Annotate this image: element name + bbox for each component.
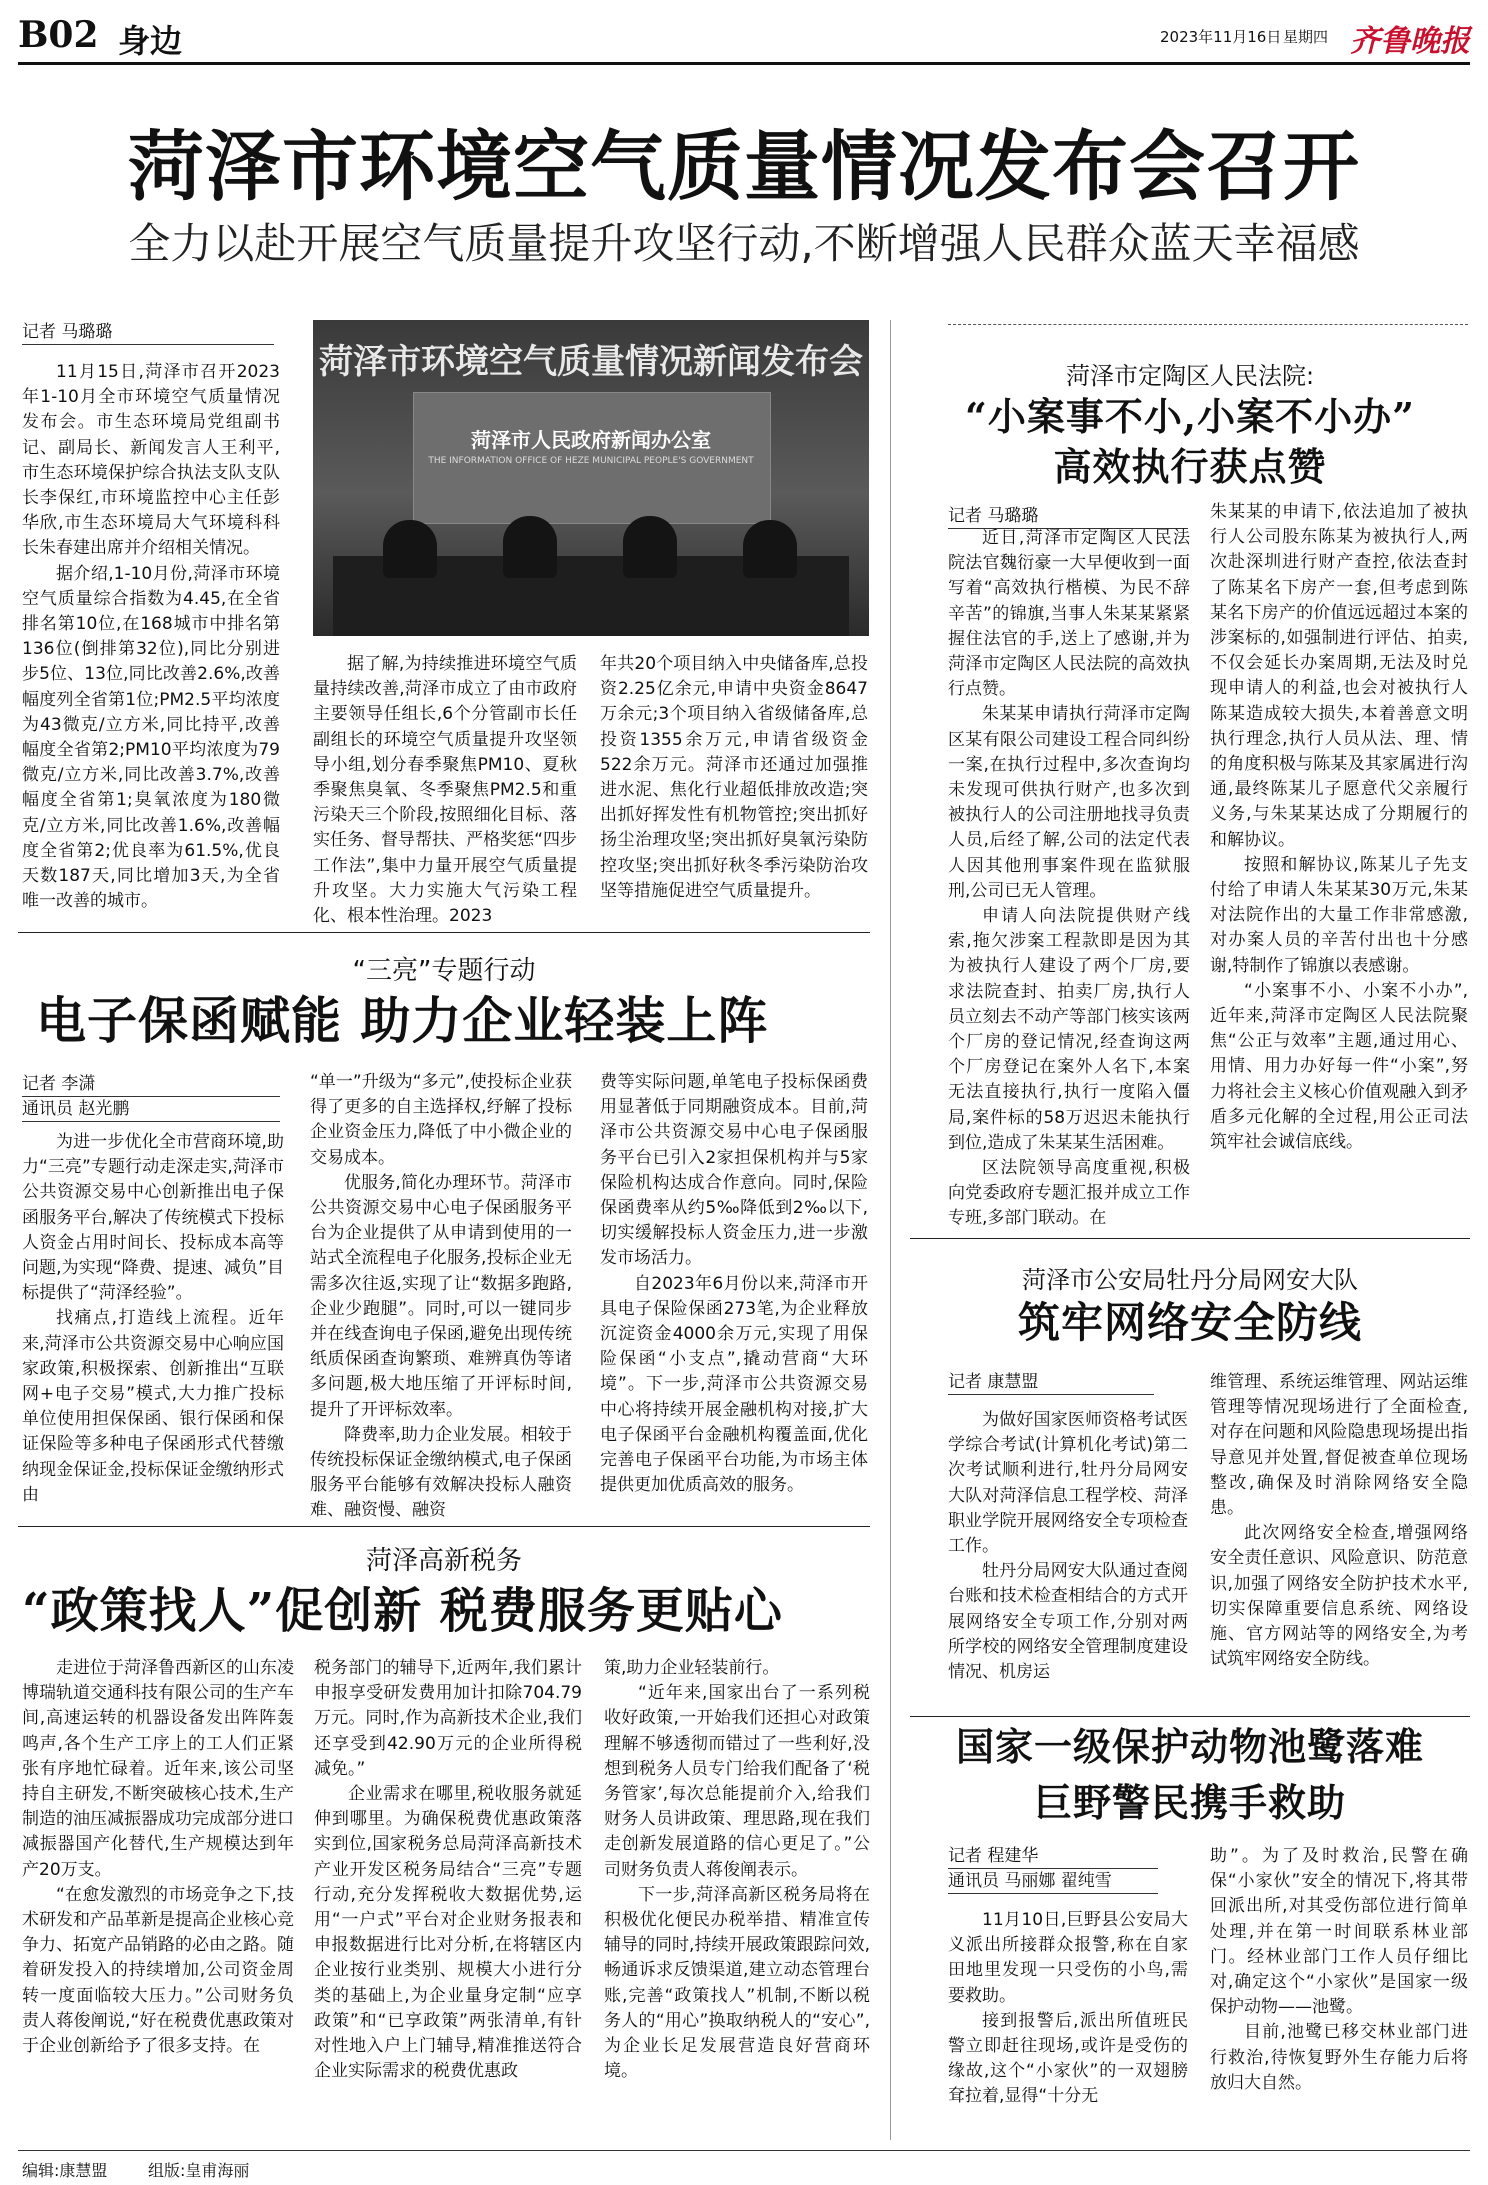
- photo-speaker-4: [743, 520, 797, 578]
- header-rule: [18, 62, 1470, 65]
- story3-col2: 税务部门的辅导下,近两年,我们累计申报享受研发费用加计扣除704.79万元。同时,作为高新技术企业,我们还享受到42.90万元的企业所得税减免。” 企业需求在哪里,税收服务就延伸到哪里。为确保税费优惠政策落实到位,国家税务总局菏泽高新技术产业开发区税务局结合“三亮”专题行动,充分发挥税收大数据优势,运用“一户式”平台对企业财务报表和申报数据进行比对分析,在将辖区内企业按行业类别、规模大小进行分类的基础上,为企业量身定制“应享政策”和“已享政策”两张清单,有针对性地入户上门辅导,精准推送符合企业实际需求的税费优惠政: [314, 1658, 582, 2082]
- story2-col1: 为进一步优化全市营商环境,助力“三亮”专题行动走深走实,菏泽市公共资源交易中心创新推出电子保函服务平台,解决了传统模式下投标人资金占用时间长、投标成本高等问题,为实现“降费、提速、减负”目标提供了“菏泽经验”。 找痛点,打造线上流程。近年来,菏泽市公共资源交易中心响应国家政策,积极探索、创新推出“互联网+电子交易”模式,大力推广投标单位使用担保保函、银行保函和保证保险等多种电子保函形式代替缴纳现金保证金,投标保证金缴纳形式由: [22, 1132, 284, 1505]
- press-conference-photo: [313, 320, 869, 636]
- story2-bottom-rule: [18, 1526, 870, 1527]
- story6-col2: 助”。为了及时救治,民警在确保“小家伙”安全的情况下,将其带回派出所,对其受伤部位进行简单处理,并在第一时间联系林业部门。经林业部门工作人员仔细比对,确定这个“小家伙”是国家一级保护动物——池鹭。 目前,池鹭已移交林业部门进行救治,待恢复野外生存能力后将放归大自然。: [1210, 1846, 1468, 2093]
- photo-speaker-1: [383, 520, 437, 578]
- column-separator: [890, 320, 891, 2140]
- photo-sign-en: THE INFORMATION OFFICE OF HEZE MUNICIPAL PEOPLE'S GOVERNMENT: [428, 456, 754, 466]
- story5-bottom-rule: [910, 1716, 1470, 1717]
- story3-kicker: 菏泽高新税务: [365, 1546, 522, 1576]
- masthead-logo: 齐鲁晚报: [1350, 24, 1470, 59]
- story6-title-line1: 国家一级保护动物池鹭落难: [955, 1724, 1424, 1769]
- photo-speaker-3: [623, 516, 677, 578]
- story1-col2: 据了解,为持续推进环境空气质量持续改善,菏泽市成立了由市政府主要领导任组长,6个分管副市长任副组长的环境空气质量提升攻坚领导小组,划分春季聚焦PM10、夏秋季聚焦臭氧、冬季聚焦PM2.5和重污染天三个阶段,按照细化目标、落实任务、督导帮扶、严格奖惩“四步工作法”,集中力量开展空气质量提升攻坚。大力实施大气污染工程化、根本性治理。2023: [313, 654, 577, 927]
- story1-col1: 11月15日,菏泽市召开2023年1-10月全市环境空气质量情况发布会。市生态环境局党组副书记、副局长、新闻发言人王利平,市生态环境保护综合执法支队支队长李保红,市环境监控中心主任彭华欣,市生态环境局大气环境科科长朱春建出席并介绍相关情况。 据介绍,1-10月份,菏泽市环境空气质量综合指数为4.45,在全省排名第10位,在168城市中排名第136位(倒排第32位),同比分别进步5位、13位,同比改善2.6%,改善幅度列全省第1位;PM2.5平均浓度为43微克/立方米,同比持平,改善幅度全省第2;PM10平均浓度为79微克/立方米,同比改善3.7%,改善幅度全省第1;臭氧浓度为180微克/立方米,同比改善1.6%,改善幅度全省第2;优良率为61.5%,优良天数187天,同比增加3天,为全省唯一改善的城市。: [22, 362, 280, 912]
- header-weekday: 星期四: [1283, 28, 1329, 46]
- header-date: 2023年11月16日: [1160, 28, 1282, 46]
- story3-col3: 策,助力企业轻装前行。 “近年来,国家出台了一系列税收好政策,一开始我们还担心对政策理解不够透彻而错过了一些利好,没想到税务人员专门给我们配备了‘税务管家’,每次总能提前介入,给我们财务人员讲政策、理思路,现在我们走创新发展道路的信心更足了。”公司财务负责人蒋俊阐表示。 下一步,菏泽高新区税务局将在积极优化便民办税举措、精准宣传辅导的同时,持续开展政策跟踪问效,畅通诉求反馈渠道,建立动态管理台账,完善“政策找人”机制,不断以税务人的“用心”换取纳税人的“安心”,为企业长足发展营造良好营商环境。: [604, 1658, 870, 2082]
- story4-col2: 朱某某的申请下,依法追加了被执行人公司股东陈某为被执行人,两次赴深圳进行财产查控,依法查封了陈某名下房产一套,但考虑到陈某名下房产的价值远远超过本案的涉案标的,如强制进行评估、拍卖,不仅会延长办案周期,无法及时兑现申请人的利益,也会对被执行人陈某造成较大损失,本着善意文明执行理念,执行人员从法、理、情的角度积极与陈某及其家属进行沟通,最终陈某儿子愿意代父亲履行义务,与朱某某达成了分期履行的和解协议。 按照和解协议,陈某儿子先支付给了申请人朱某某30万元,朱某对法院作出的大量工作非常感激,对办案人员的辛苦付出也十分感谢,特制作了锦旗以表感谢。 “小案事不小、小案不小办”,近年来,菏泽市定陶区人民法院聚焦“公正与效率”主题,通过用心、用情、用力办好每一件“小案”,努力将社会主义核心价值观融入到矛盾多元化解的全过程,用公正司法筑牢社会诚信底线。: [1210, 502, 1468, 1153]
- story4-title-line2: 高效执行获点赞: [1053, 444, 1327, 489]
- footer-rule: [18, 2150, 1470, 2151]
- footer-editor: 编辑:康慧盟: [22, 2161, 108, 2180]
- photo-sign-cn: 菏泽市人民政府新闻办公室: [471, 428, 711, 452]
- story4-bottom-rule: [910, 1238, 1470, 1239]
- page-code: B02: [18, 14, 99, 56]
- story1-bottom-rule: [18, 932, 870, 933]
- section-name: 身边: [118, 22, 183, 60]
- story6-byline: 记者 程建华 通讯员 马丽娜 翟纯雪: [948, 1844, 1158, 1894]
- story6-title-line2: 巨野警民携手救助: [1033, 1780, 1346, 1825]
- photo-speaker-2: [503, 516, 557, 578]
- story5-kicker: 菏泽市公安局牡丹分局网安大队: [1022, 1266, 1358, 1294]
- story2-col3: 费等实际问题,单笔电子投标保函费用显著低于同期融资成本。目前,菏泽市公共资源交易中心电子保函服务平台已引入2家担保机构并与5家保险机构达成合作意向。同时,保险保函费率从约5‰降低到2‰以下,切实缓解投标人资金压力,进一步激发市场活力。 自2023年6月份以来,菏泽市开具电子保险保函273笔,为企业释放沉淀资金4000余万元,实现了用保险保函“小支点”,撬动营商“大环境”。下一步,菏泽市公共资源交易中心将持续开展金融机构对接,扩大电子保函平台金融机构覆盖面,优化完善电子保函平台功能,为市场主体提供更加优质高效的服务。: [600, 1072, 868, 1496]
- story2-col2: “单一”升级为“多元”,使投标企业获得了更多的自主选择权,纾解了投标企业资金压力,降低了中小微企业的交易成本。 优服务,简化办理环节。菏泽市公共资源交易中心电子保函服务平台为企业提供了从申请到使用的一站式全流程电子化服务,投标企业无需多次往返,实现了让“数据多跑路,企业少跑腿”。同时,可以一键同步并在线查询电子保函,避免出现传统纸质保函查询繁琐、难辨真伪等诸多问题,极大地压缩了开评标时间,提升了开评标效率。 降费率,助力企业发展。相较于传统投标保证金缴纳模式,电子保函服务平台能够有效解决投标人融资难、融资慢、融资: [310, 1072, 572, 1521]
- story5-title: 筑牢网络安全防线: [1017, 1298, 1362, 1347]
- story3-col1: 走进位于菏泽鲁西新区的山东凌博瑞轨道交通科技有限公司的生产车间,高速运转的机器设备发出阵阵轰鸣声,各个生产工序上的工人们正紧张有序地忙碌着。近年来,该公司坚持自主研发,不断突破核心技术,生产制造的油压减振器成功完成部分进口减振器国产化替代,生产规模达到年产20万支。 “在愈发激烈的市场竞争之下,技术研发和产品革新是提高企业核心竞争力、拓宽产品销路的必由之路。随着研发投入的持续增加,公司资金周转一度面临较大压力。”公司财务负责人蒋俊阐说,“好在税费优惠政策对于企业创新给予了很多支持。在: [22, 1658, 294, 2057]
- story4-byline: 记者 马璐璐: [948, 504, 1188, 529]
- photo-banner-text: 菏泽市环境空气质量情况新闻发布会: [319, 342, 863, 382]
- story2-title: 电子保函赋能 助力企业轻装上阵: [36, 991, 769, 1050]
- story2-kicker: “三亮”专题行动: [352, 956, 536, 986]
- story2-byline: 记者 李潇 通讯员 赵光鹏: [22, 1072, 280, 1122]
- story1-title: 菏泽市环境空气质量情况发布会召开: [128, 122, 1360, 211]
- story5-col2: 维管理、系统运维管理、网站运维管理等情况现场进行了全面检查,对存在问题和风险隐患现场提出指导意见并处置,督促被查单位现场整改,确保及时消除网络安全隐患。 此次网络安全检查,增强网络安全责任意识、风险意识、防范意识,加强了网络安全防护技术水平,切实保障重要信息系统、网络设施、官方网站等的网络安全,为考试筑牢网络安全防线。: [1210, 1372, 1468, 1670]
- story1-col3: 年共20个项目纳入中央储备库,总投资2.25亿余元,申请中央资金8647万余元;3个项目纳入省级储备库,总投资1355余万元,申请省级资金522余万元。菏泽市还通过加强推进水泥、焦化行业超低排放改造;突出抓好挥发性有机物管控;突出抓好扬尘治理攻坚;突出抓好臭氧污染防控攻坚;突出抓好秋冬季污染防治攻坚等措施促进空气质量提升。: [600, 654, 868, 901]
- story1-subtitle: 全力以赴开展空气质量提升攻坚行动,不断增强人民群众蓝天幸福感: [128, 219, 1360, 268]
- footer-layout: 组版:皇甫海丽: [148, 2161, 250, 2180]
- story4-col1: 近日,菏泽市定陶区人民法院法官魏衍豪一大早便收到一面写着“高效执行楷模、为民不辞辛苦”的锦旗,当事人朱某某紧紧握住法官的手,送上了感谢,并为菏泽市定陶区人民法院的高效执行点赞。 朱某某申请执行菏泽市定陶区某有限公司建设工程合同纠纷一案,在执行过程中,多次查询均未发现可供执行财产,也多次到被执行人的公司注册地找寻负责人员,后经了解,公司的法定代表人因其他刑事案件现在监狱服刑,公司已无人管理。 申请人向法院提供财产线索,拖欠涉案工程款即是因为其为被执行人建设了两个厂房,要求法院查封、拍卖厂房,执行人员立刻去不动产等部门核实该两个厂房的登记情况,经查询这两个厂房登记在案外人名下,本案无法直接执行,执行一度陷入僵局,案件标的58万迟迟未能执行到位,造成了朱某某生活困难。 区法院领导高度重视,积极向党委政府专题汇报并成立工作专班,多部门联动。在: [948, 528, 1190, 1229]
- story4-top-rule: [948, 324, 1468, 325]
- story1-byline: 记者 马璐璐: [22, 320, 274, 345]
- story4-title-line1: “小案事不小,小案不小办”: [965, 394, 1415, 439]
- story5-byline: 记者 康慧盟: [948, 1370, 1154, 1395]
- story5-col1: 为做好国家医师资格考试医学综合考试(计算机化考试)第二次考试顺利进行,牡丹分局网安大队对菏泽信息工程学校、菏泽职业学院开展网络安全专项检查工作。 牡丹分局网安大队通过查阅台账和技术检查相结合的方式开展网络安全专项工作,分别对两所学校的网络安全管理制度建设情况、机房运: [948, 1410, 1188, 1683]
- story3-title: “政策找人”促创新 税费服务更贴心: [22, 1583, 783, 1639]
- story4-kicker: 菏泽市定陶区人民法院:: [1065, 362, 1315, 390]
- story6-col1: 11月10日,巨野县公安局大义派出所接群众报警,称在自家田地里发现一只受伤的小鸟,需要救助。 接到报警后,派出所值班民警立即赶往现场,或许是受伤的缘故,这个“小家伙”的一双翅膀耷拉着,显得“十分无: [948, 1910, 1188, 2107]
